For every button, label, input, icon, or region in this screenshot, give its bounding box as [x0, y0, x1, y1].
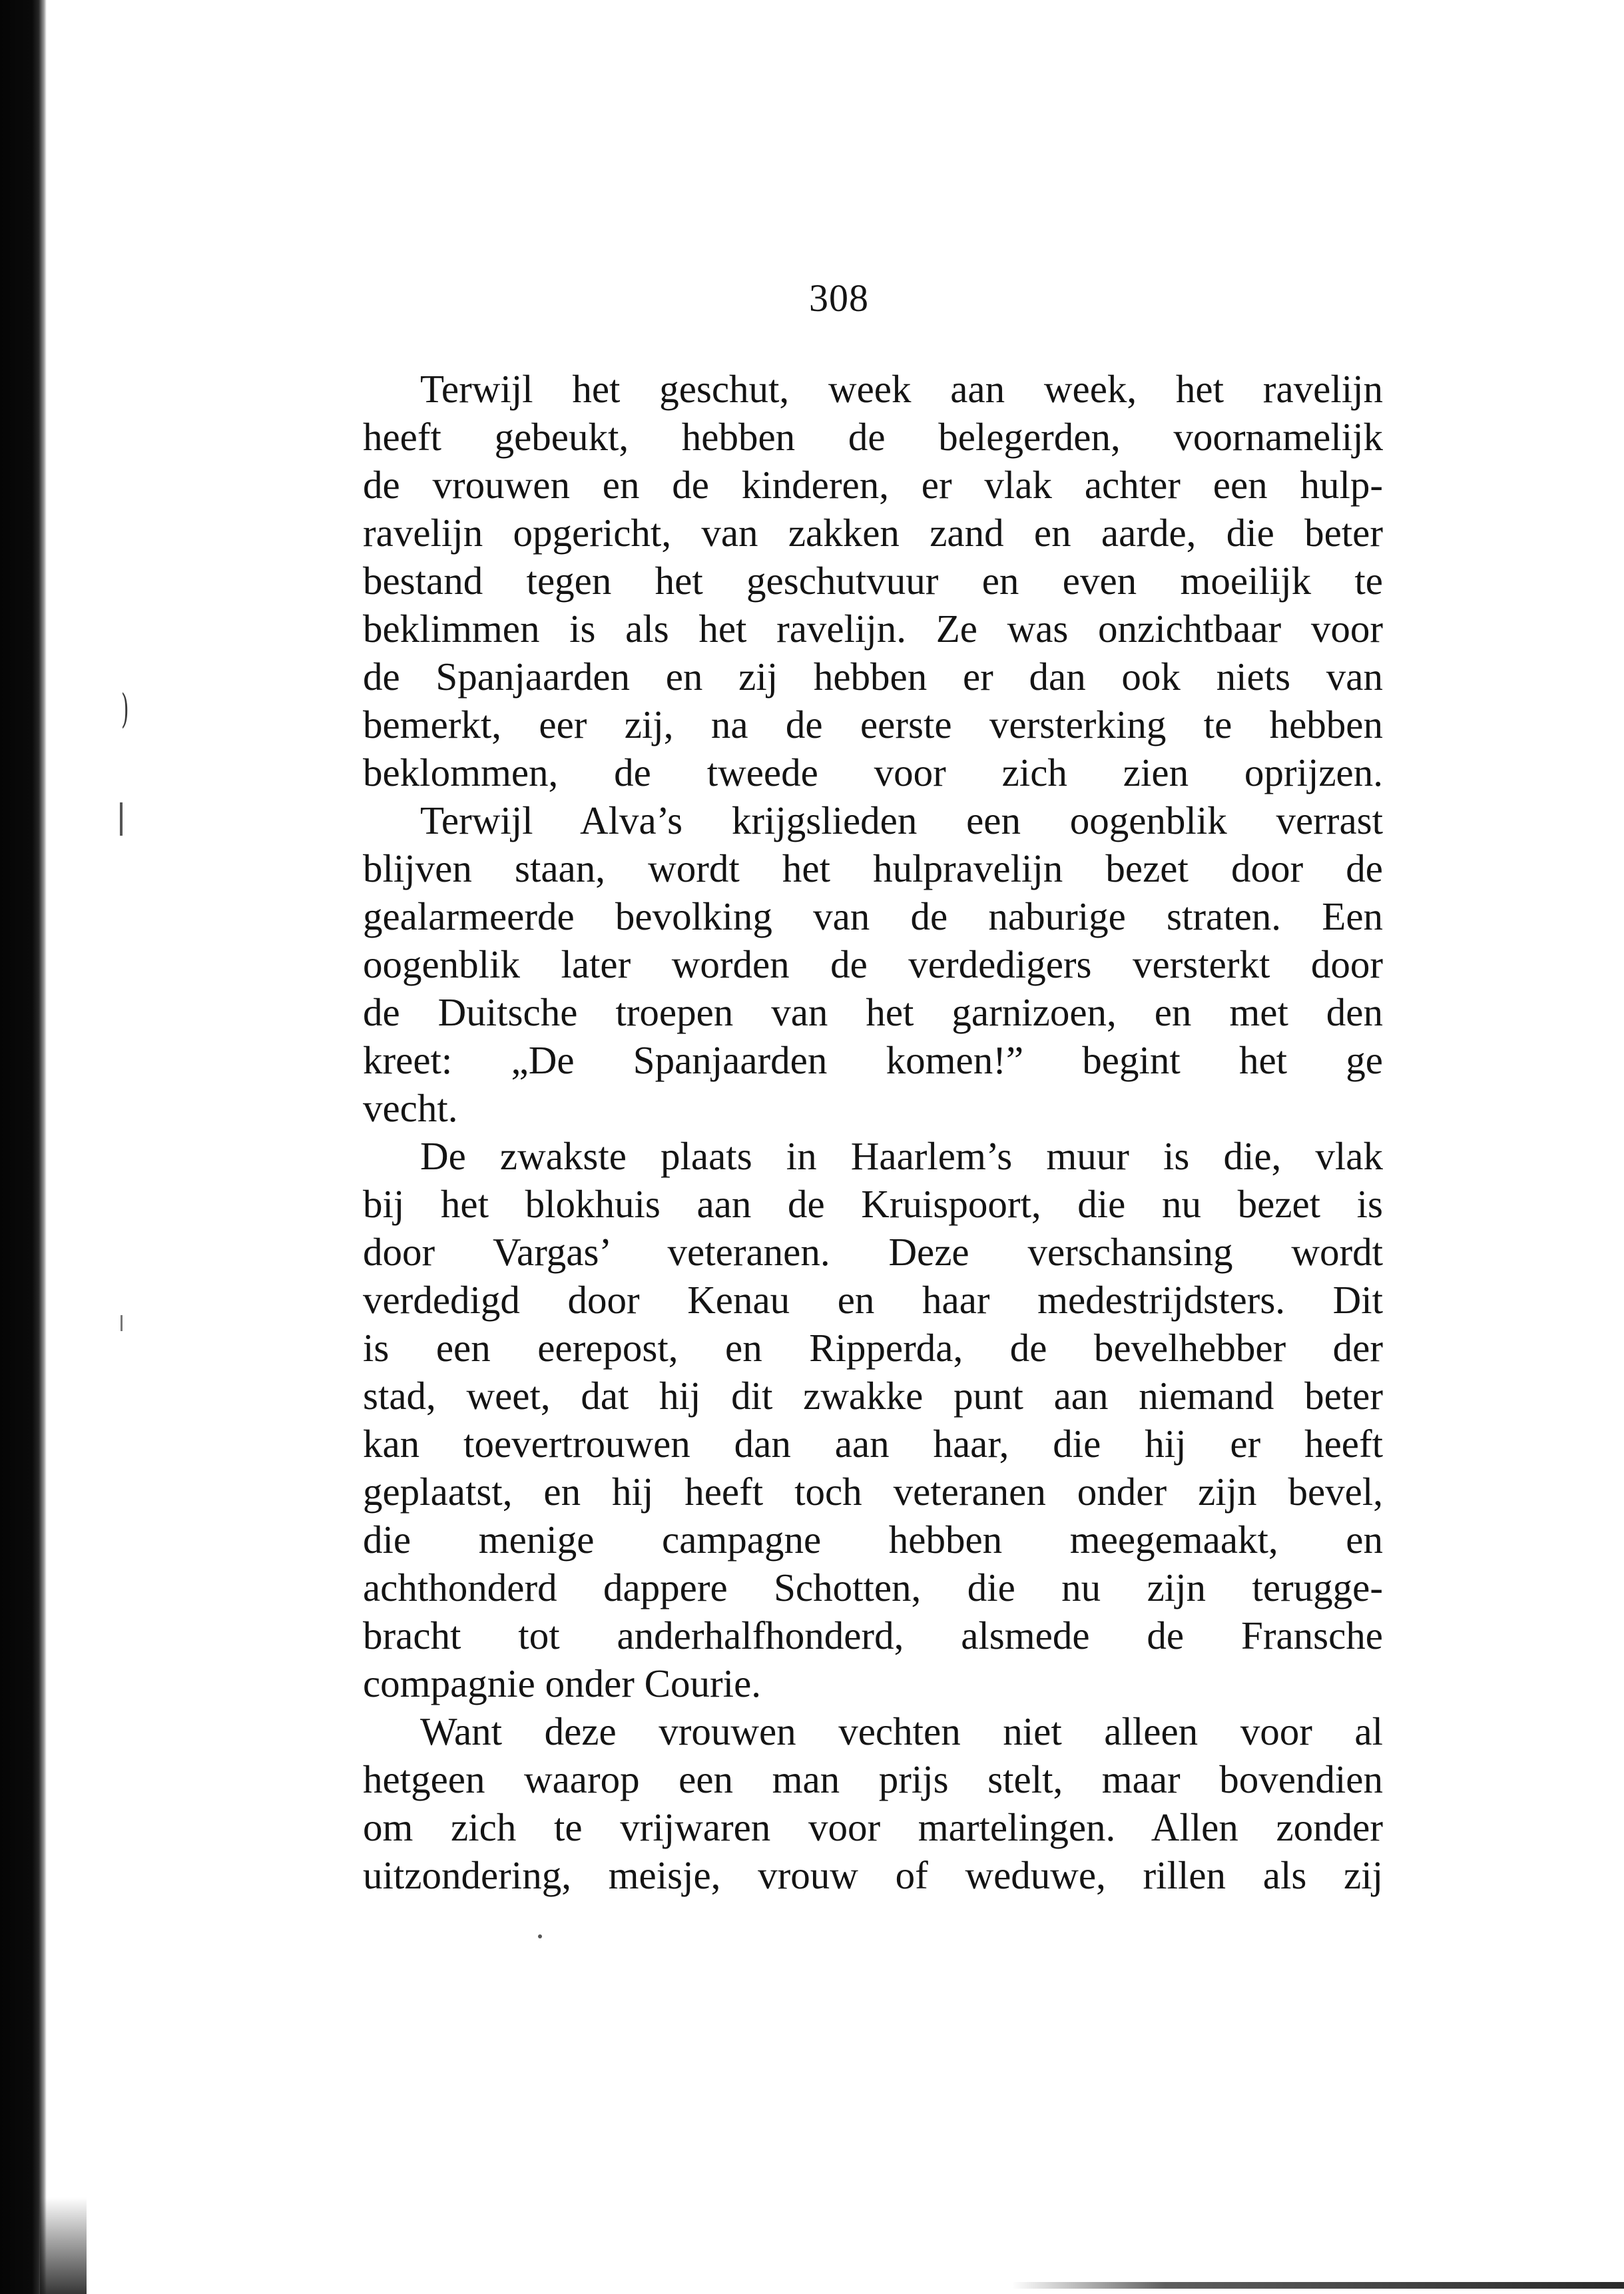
text-line: Want deze vrouwen vechten niet alleen voor al	[420, 1709, 1383, 1753]
text-line: uitzondering, meisje, vrouw of weduwe, rillen als zij	[363, 1853, 1383, 1897]
text-line: kreet: „De Spanjaarden komen!” begint het ge	[363, 1038, 1383, 1082]
text-line: heeft gebeukt, hebben de belegerden, voornamelijk	[363, 415, 1383, 459]
margin-mark	[120, 802, 123, 836]
body-text	[363, 365, 1383, 1899]
scan-speck	[538, 1934, 542, 1938]
text-line: blijven staan, wordt het hulpravelijn bezet door de	[363, 846, 1383, 890]
text-line: oogenblik later worden de verdedigers versterkt door	[363, 942, 1383, 986]
text-line: beklommen, de tweede voor zich zien oprijzen.	[363, 750, 1383, 794]
bottom-edge-shadow	[1012, 2282, 1624, 2289]
text-line: De zwakste plaats in Haarlem’s muur is die, vlak	[420, 1134, 1383, 1178]
text-line: achthonderd dappere Schotten, die nu zijn terugge-	[363, 1566, 1383, 1609]
text-line: bestand tegen het geschutvuur en even moeilijk te	[363, 559, 1383, 603]
text-line: beklimmen is als het ravelijn. Ze was onzichtbaar voor	[363, 607, 1383, 651]
text-line: is een eerepost, en Ripperda, de bevelhebber der	[363, 1326, 1383, 1370]
text-line: om zich te vrijwaren voor martelingen. Allen zonder	[363, 1805, 1383, 1849]
text-line: geplaatst, en hij heeft toch veteranen onder zijn bevel,	[363, 1470, 1383, 1514]
text-line: de vrouwen en de kinderen, er vlak achter een hulp-	[363, 463, 1383, 507]
binding-shadow	[40, 2197, 87, 2294]
text-line: kan toevertrouwen dan aan haar, die hij er heeft	[363, 1422, 1383, 1466]
text-line: de Duitsche troepen van het garnizoen, en met den	[363, 990, 1383, 1034]
text-line: hetgeen waarop een man prijs stelt, maar bovendien	[363, 1757, 1383, 1801]
text-line: bemerkt, eer zij, na de eerste versterking te hebben	[363, 703, 1383, 746]
text-line: Terwijl Alva’s krijgslieden een oogenblik verrast	[420, 798, 1383, 842]
text-line: ravelijn opgericht, van zakken zand en aarde, die beter	[363, 511, 1383, 555]
text-line: gealarmeerde bevolking van de naburige straten. Een	[363, 894, 1383, 938]
binding-edge	[0, 0, 47, 2294]
text-line: die menige campagne hebben meegemaakt, en	[363, 1518, 1383, 1562]
text-line: compagnie onder Courie.	[363, 1661, 762, 1705]
text-line: Terwijl het geschut, week aan week, het ravelijn	[420, 367, 1383, 411]
text-line: bracht tot anderhalfhonderd, alsmede de Fransche	[363, 1613, 1383, 1657]
text-line: verdedigd door Kenau en haar medestrijdsters. Dit	[363, 1278, 1383, 1322]
text-line: vecht.	[363, 1086, 458, 1130]
margin-mark	[121, 1315, 123, 1331]
margin-mark: )	[121, 686, 129, 732]
text-line: door Vargas’ veteranen. Deze verschansing wordt	[363, 1230, 1383, 1274]
text-line: stad, weet, dat hij dit zwakke punt aan niemand beter	[363, 1374, 1383, 1418]
text-line: de Spanjaarden en zij hebben er dan ook niets van	[363, 655, 1383, 699]
page-number: 308	[809, 276, 869, 320]
text-line: bij het blokhuis aan de Kruispoort, die nu bezet is	[363, 1182, 1383, 1226]
